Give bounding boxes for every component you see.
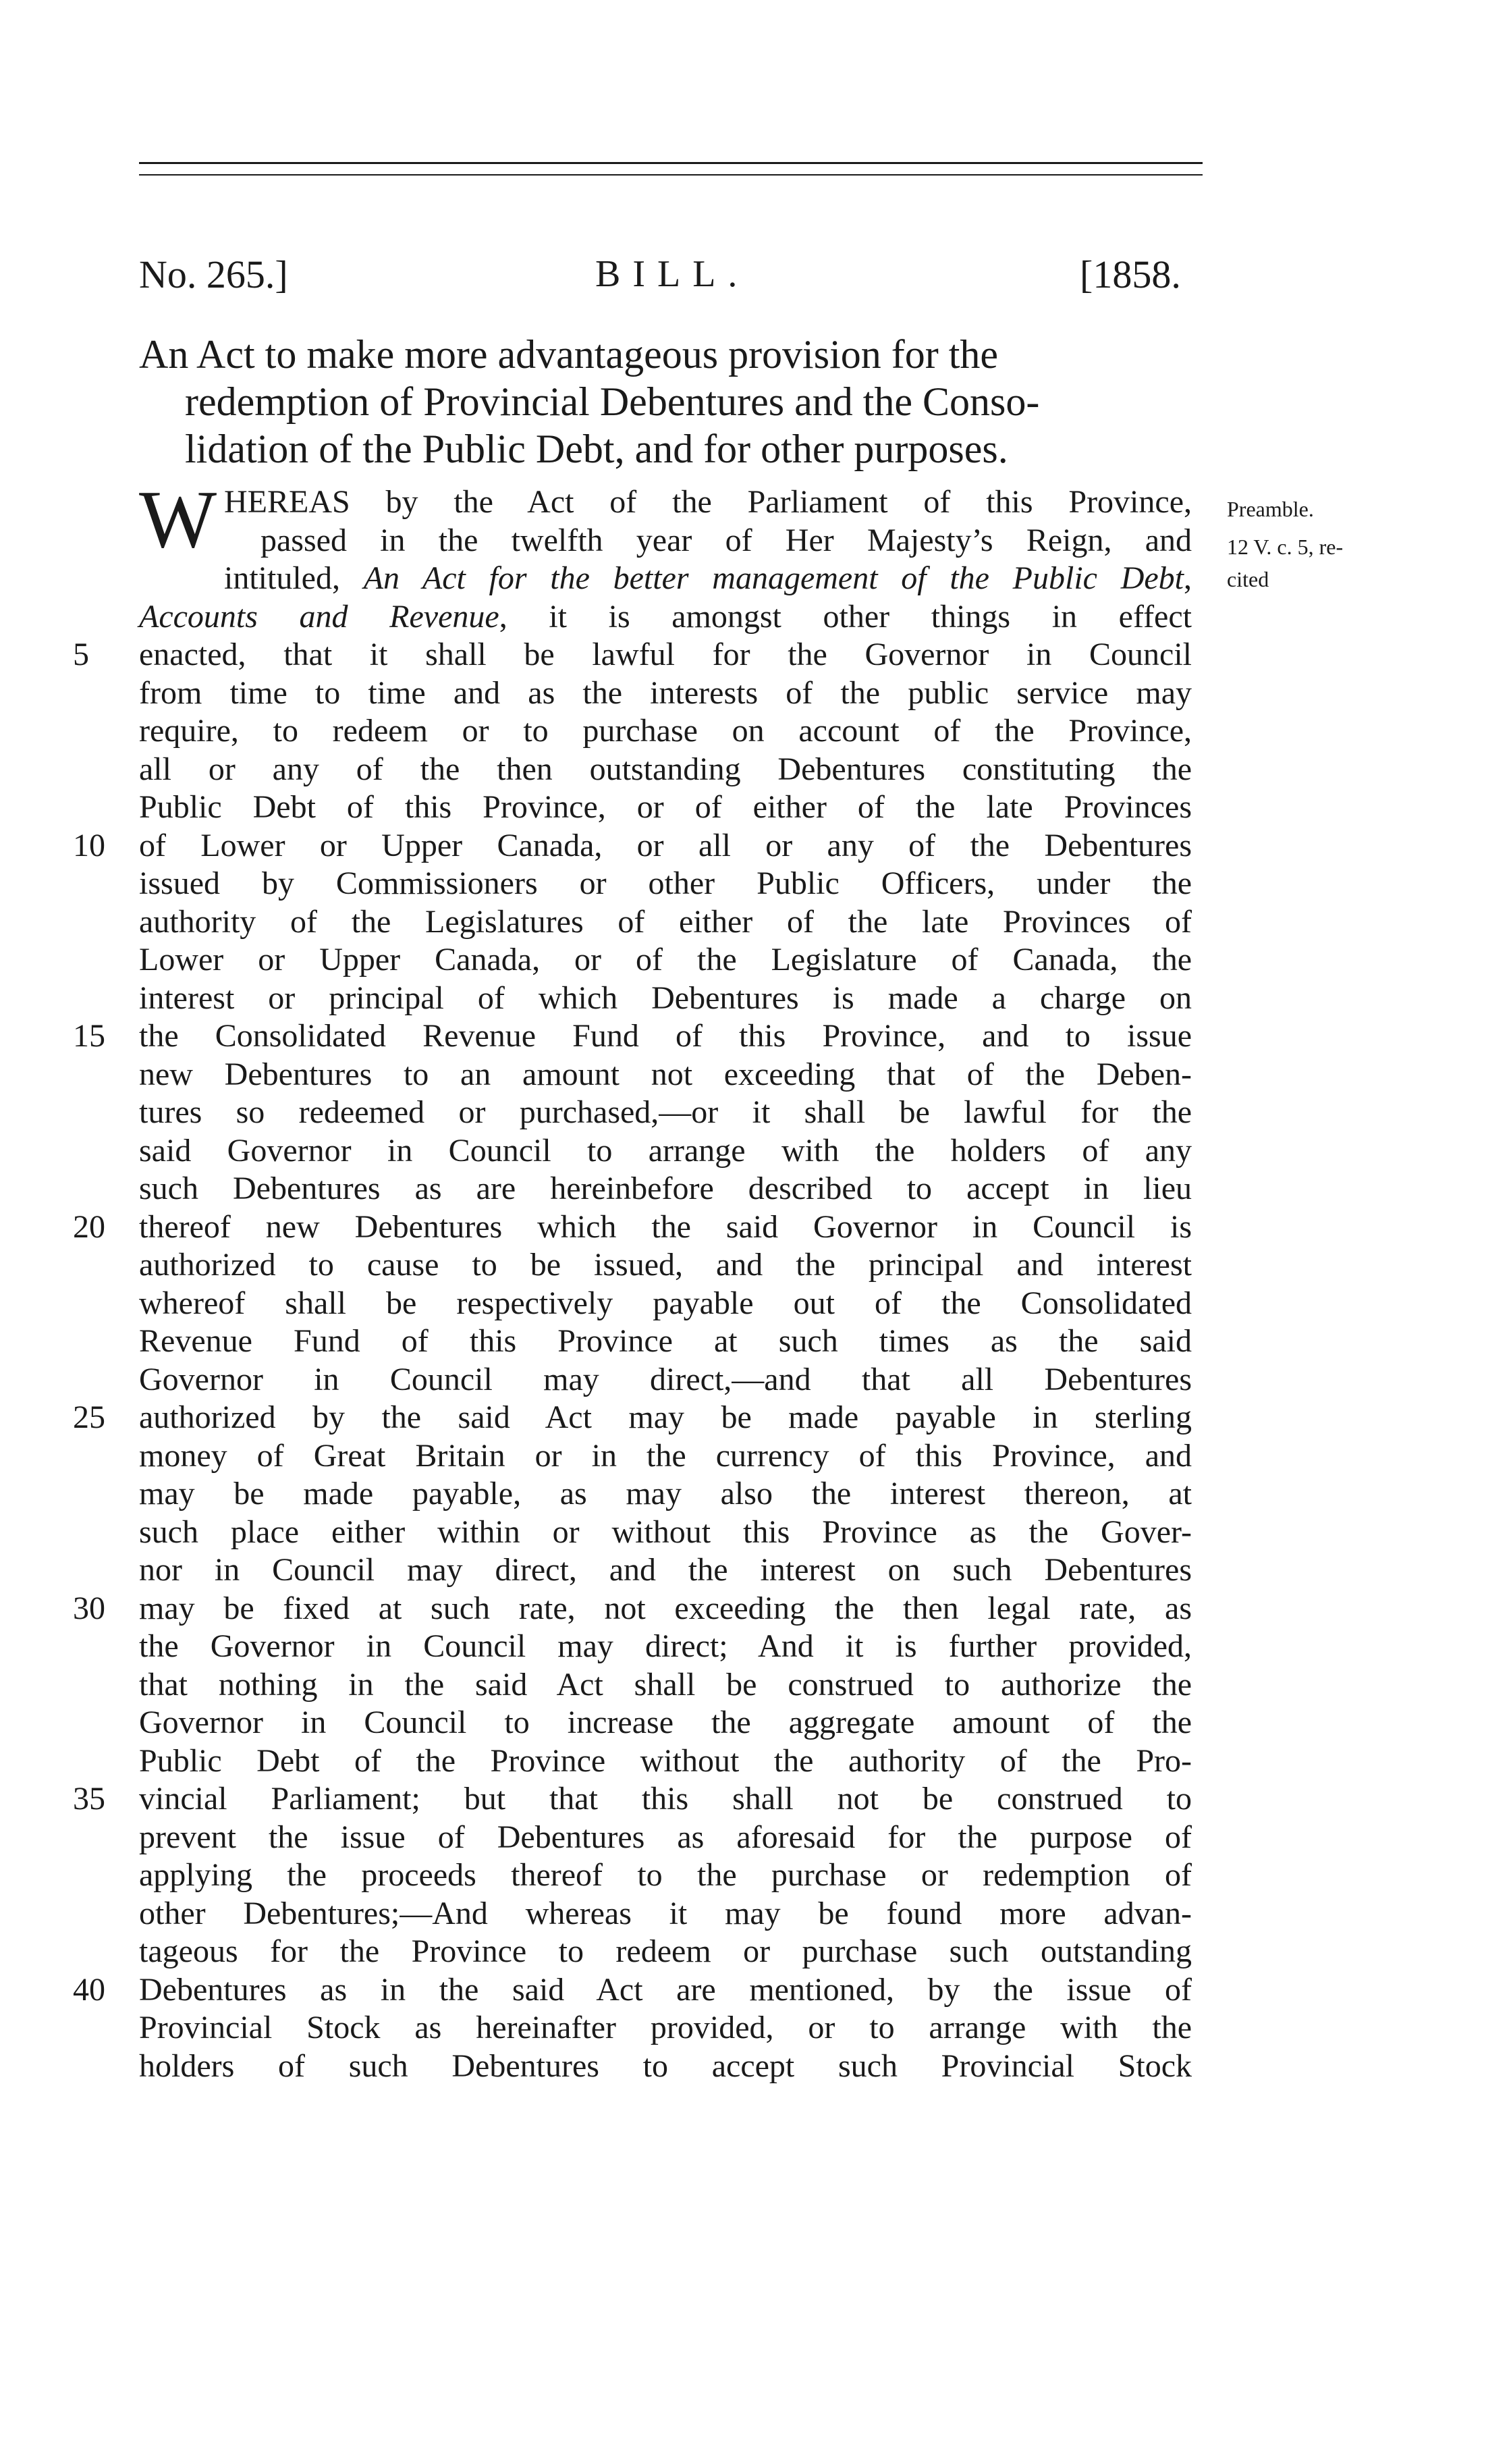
bill-year: [1858. — [1080, 252, 1181, 296]
body-line: nor in Council may direct, and the interest on such Debentures — [139, 1552, 1192, 1588]
body-line: enacted, that it shall be lawful for the Governor in Council — [139, 637, 1192, 672]
body-line: interest or principal of which Debentures is made a charge on — [139, 980, 1192, 1016]
line-number: 10 — [73, 827, 105, 863]
line-number: 30 — [73, 1590, 105, 1626]
body-line: from time to time and as the interests of the public service may — [139, 674, 1192, 711]
margin-note-citation: 12 V. c. 5, re- — [1227, 535, 1344, 559]
drop-cap: W — [139, 474, 217, 565]
margin-note-preamble: Preamble. — [1227, 497, 1314, 521]
body-line: other Debentures;—And whereas it may be found more advan- — [139, 1895, 1192, 1931]
body-line: all or any of the then outstanding Debentures constituting the — [139, 751, 1192, 787]
line-number: 40 — [73, 1971, 105, 2008]
body-line: may be fixed at such rate, not exceeding the then legal rate, as — [139, 1590, 1192, 1626]
body-line: Public Debt of this Province, or of either of the late Provinces — [139, 789, 1192, 825]
line-number: 35 — [73, 1781, 105, 1817]
body-line: Governor in Council to increase the aggregate amount of the — [139, 1705, 1192, 1740]
body-line: Accounts and Revenue, it is amongst other things in effect — [139, 598, 1192, 635]
body-line: Revenue Fund of this Province at such times as the said — [139, 1323, 1192, 1359]
title-line: An Act to make more advantageous provision for the — [139, 332, 999, 377]
line-number: 5 — [73, 637, 89, 672]
act-title — [139, 331, 1192, 473]
bill-number: No. 265.] — [139, 252, 288, 296]
body-line: Lower or Upper Canada, or of the Legislature of Canada, the — [139, 942, 1192, 977]
body-line: such place either within or without this Province as the Gover- — [139, 1514, 1192, 1550]
preamble-text — [139, 474, 1192, 2085]
body-line: vincial Parliament; but that this shall not be construed to — [139, 1781, 1192, 1817]
body-line: Provincial Stock as hereinafter provided, or to arrange with the — [139, 2010, 1192, 2045]
body-line: the Governor in Council may direct; And it is further provided, — [139, 1628, 1192, 1664]
body-line: of Lower or Upper Canada, or all or any of the Debentures — [139, 827, 1192, 863]
line-number: 20 — [73, 1208, 105, 1245]
body-line: the Consolidated Revenue Fund of this Province, and to issue — [139, 1018, 1192, 1054]
body-line: Debentures as in the said Act are mentioned, by the issue of — [139, 1971, 1192, 2008]
body-line: prevent the issue of Debentures as aforesaid for the purpose of — [139, 1819, 1192, 1855]
title-line: lidation of the Public Debt, and for other purposes. — [185, 427, 1008, 471]
body-line: Public Debt of the Province without the authority of the Pro- — [139, 1742, 1192, 1779]
margin-note-cited: cited — [1227, 567, 1269, 591]
body-line: passed in the twelfth year of Her Majesty’s Reign, and — [260, 522, 1192, 558]
body-line: that nothing in the said Act shall be construed to authorize the — [139, 1666, 1192, 1703]
body-line: new Debentures to an amount not exceeding that of the Deben- — [139, 1056, 1192, 1092]
body-line: require, to redeem or to purchase on account of the Province, — [139, 713, 1192, 749]
line-number: 15 — [73, 1018, 105, 1054]
body-line: whereof shall be respectively payable out of the Consolidated — [139, 1285, 1192, 1321]
body-line: authority of the Legislatures of either of the late Provinces of — [139, 903, 1192, 940]
top-rule-thin — [139, 174, 1203, 176]
body-line: applying the proceeds thereof to the purchase or redemption of — [139, 1857, 1192, 1893]
line-number: 25 — [73, 1399, 105, 1435]
body-line: issued by Commissioners or other Public Officers, under the — [139, 865, 1192, 901]
body-line: authorized by the said Act may be made payable in sterling — [139, 1399, 1192, 1435]
document-type: BILL. — [595, 253, 750, 295]
body-line: holders of such Debentures to accept such Provincial Stock — [139, 2047, 1192, 2084]
body-line: Governor in Council may direct,—and that all Debentures — [139, 1361, 1192, 1397]
body-line: thereof new Debentures which the said Governor in Council is — [139, 1208, 1192, 1245]
body-line: tageous for the Province to redeem or purchase such outstanding — [139, 1933, 1192, 1969]
body-line: intituled, An Act for the better management of the Public Debt, — [224, 560, 1192, 596]
top-rule — [139, 162, 1203, 164]
title-line: redemption of Provincial Debentures and the Conso- — [185, 379, 1040, 424]
body-line: money of Great Britain or in the currency of this Province, and — [139, 1437, 1192, 1474]
body-line: tures so redeemed or purchased,—or it shall be lawful for the — [139, 1094, 1192, 1130]
body-line: said Governor in Council to arrange with the holders of any — [139, 1132, 1192, 1169]
body-line: HEREAS by the Act of the Parliament of this Province, — [224, 484, 1192, 520]
body-line: authorized to cause to be issued, and the principal and interest — [139, 1247, 1192, 1283]
body-line: may be made payable, as may also the interest thereon, at — [139, 1476, 1192, 1511]
body-line: such Debentures as are hereinbefore described to accept in lieu — [139, 1171, 1192, 1206]
